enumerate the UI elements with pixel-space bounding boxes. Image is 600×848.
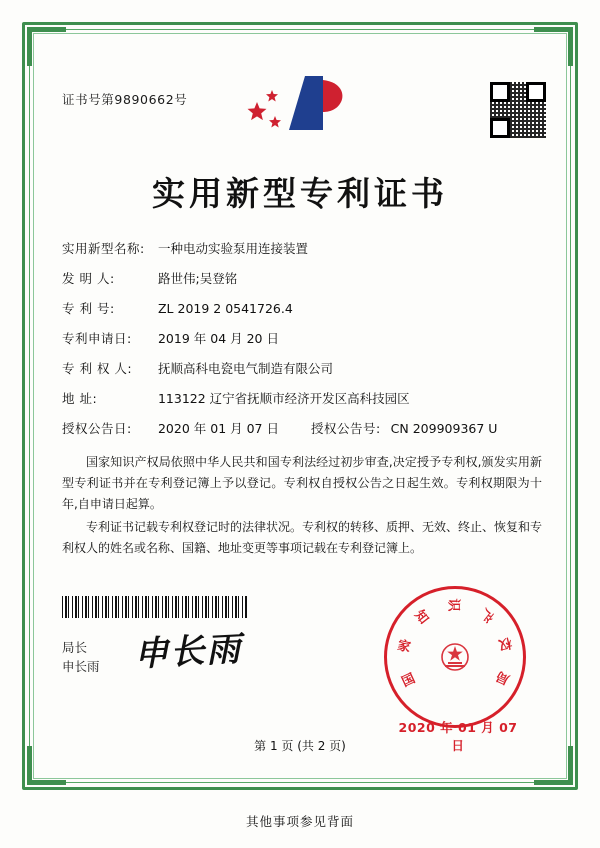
field-row-inventor xyxy=(62,264,544,294)
field-row-patent-number xyxy=(62,294,544,324)
signature-block xyxy=(62,638,100,676)
certificate-content xyxy=(48,56,552,762)
footer-note: 其他事项参见背面 xyxy=(245,814,354,829)
legal-paragraph-2: 专利证书记载专利权登记时的法律状况。专利权的转移、质押、无效、终止、恢复和专利权人的姓名或名称、国籍、地址变更等事项记载在专利登记簿上。 xyxy=(62,520,543,555)
field-label: 授权公告日: xyxy=(62,421,132,436)
seal-date: 2020 年 01 月 07 日 xyxy=(398,720,518,753)
field-value: 2019 年 04 月 20 日 xyxy=(157,331,279,346)
field-row-patentee xyxy=(62,354,544,384)
signature-title: 局长 xyxy=(62,640,88,655)
field-value: 一种电动实验泵用连接装置 xyxy=(157,241,308,256)
seal-ring-char: 知 xyxy=(411,607,432,628)
seal-ring-char: 产 xyxy=(475,605,496,625)
field-row-address xyxy=(62,384,544,414)
official-seal xyxy=(384,586,526,728)
field-row-grant-announcement xyxy=(62,414,544,444)
field-label: 专利申请日: xyxy=(62,331,132,346)
field-sub-label: 授权公告号: xyxy=(310,421,381,436)
field-row-application-date xyxy=(62,324,544,354)
field-label: 地 址: xyxy=(62,391,98,406)
field-label: 专 利 号: xyxy=(62,301,115,316)
signature-name: 申长雨 xyxy=(62,659,100,674)
field-label: 实用新型名称: xyxy=(62,241,145,256)
page-number: 第 1 页 (共 2 页) xyxy=(254,739,346,753)
page-title: 实用新型专利证书 xyxy=(152,174,448,213)
field-label: 发 明 人: xyxy=(62,271,115,286)
field-list xyxy=(62,234,544,444)
certificate-number: 证书号第9890662号 xyxy=(62,92,188,107)
field-label: 专 利 权 人: xyxy=(62,361,133,376)
legal-text xyxy=(62,452,542,561)
handwritten-signature: 申长雨 xyxy=(133,629,244,675)
legal-paragraph-1: 国家知识产权局依照中华人民共和国专利法经过初步审查,决定授予专利权,颁发实用新型专利证书并在专利登记簿上予以登记。专利权自授权公告之日起生效。专利权期限为十年,自申请日起算。 xyxy=(62,455,542,511)
seal-ring-char: 局 xyxy=(493,667,513,687)
field-value: 抚顺高科电瓷电气制造有限公司 xyxy=(157,361,333,376)
field-row-invention-name xyxy=(62,234,544,264)
seal-ring-char: 家 xyxy=(395,638,413,656)
field-value: ZL 2019 2 0541726.4 xyxy=(157,301,293,316)
field-value: 2020 年 01 月 07 日 xyxy=(157,421,279,436)
seal-ring-char: 权 xyxy=(497,634,514,652)
barcode-icon xyxy=(62,596,247,618)
seal-ring-char: 识 xyxy=(445,598,461,612)
field-value: 路世伟;吴登铭 xyxy=(157,271,238,286)
field-sub-value: CN 209909367 U xyxy=(390,421,498,436)
patent-office-logo-icon xyxy=(245,72,355,146)
field-value: 113122 辽宁省抚顺市经济开发区高科技园区 xyxy=(157,391,410,406)
seal-ring-char: 国 xyxy=(399,671,418,691)
national-emblem-icon xyxy=(432,637,478,677)
qr-code-finder-patterns xyxy=(490,82,546,138)
